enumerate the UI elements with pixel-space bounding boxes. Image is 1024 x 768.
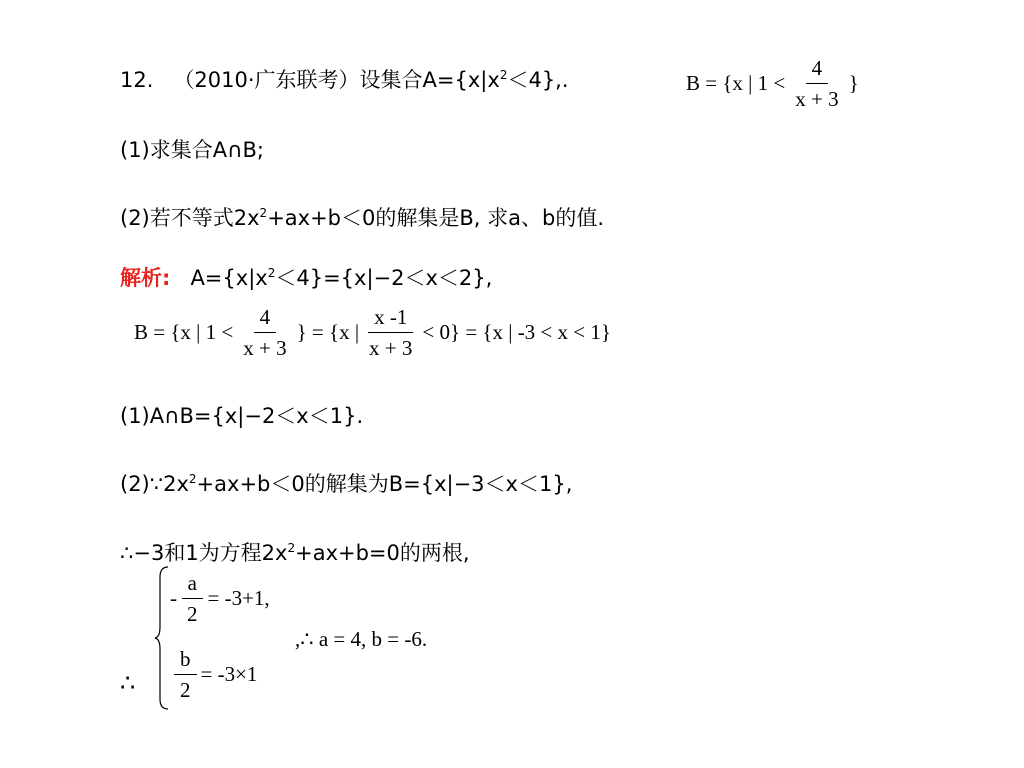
question-2: (2)若不等式$2x^2+ax+b<0$的解集是B, 求a、b的值.: [120, 206, 604, 230]
set-b-definition: B = {x | 1 < $\frac{4}{x + 3}$ }: [686, 56, 859, 112]
solution-set-a: 解析: $A=\{x|x^2<4\}=\{x|-2<x<2\}$,: [120, 266, 493, 290]
problem-source: （2010·广东联考）设集合A={x|x: [173, 68, 500, 92]
problem-statement: 12. （2010·广东联考）设集合$A=\{x|x^2<4\}$,.: [120, 68, 569, 92]
question-1: (1)求集合A∩B;: [120, 138, 264, 162]
therefore-symbol: ∴: [120, 671, 136, 697]
equation-1: - $\frac{a}{2}$ = -3+1,: [170, 571, 270, 627]
set-b-fraction: $\frac{4}{x + 3}$: [795, 56, 839, 112]
equation-system: [120, 565, 540, 715]
answer-1: (1)A∩B={x|−2＜x＜1}.: [120, 404, 364, 428]
problem-number: 12.: [120, 68, 154, 92]
left-brace: [154, 565, 170, 711]
solution-set-b: B = {x | 1 < $\frac{4}{x + 3}$ } = {x | $\frac{x -1}{x + 3}$ < 0} = {x | -3 < x < 1}: [134, 305, 611, 361]
answer-2: $(2)\because 2x^2+ax+b<0$的解集为B={x|−3＜x＜1},: [120, 472, 573, 496]
equation-2: $\frac{b}{2}$ = -3×1: [170, 647, 257, 702]
solution-label: 解析:: [120, 266, 171, 290]
roots-statement: ∴−3和1为方程$2x^2+ax+b=0$的两根,: [120, 541, 470, 565]
system-result: ,∴ a = 4, b = -6.: [295, 627, 428, 651]
